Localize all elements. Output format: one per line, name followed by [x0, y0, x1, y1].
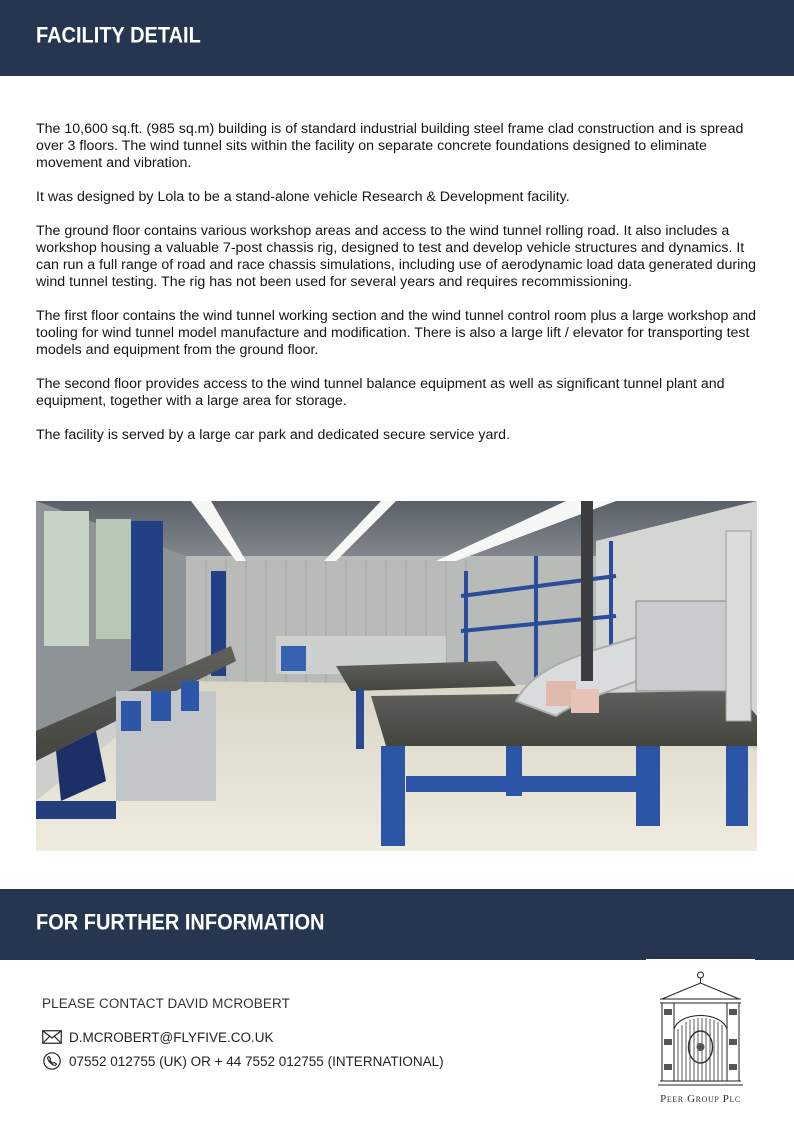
- facility-description: [36, 121, 758, 461]
- logo-text: Peer Group Plc: [660, 1093, 741, 1105]
- envelope-icon: [42, 1028, 62, 1046]
- contact-heading: PLEASE CONTACT DAVID MCROBERT: [42, 996, 290, 1011]
- paragraph-design: It was designed by Lola to be a stand-alone vehicle Research & Development facility.: [36, 189, 570, 205]
- phone-row[interactable]: [42, 1052, 444, 1070]
- workshop-photo: [36, 501, 757, 851]
- contact-block: [42, 996, 602, 1069]
- paragraph-building: The 10,600 sq.ft. (985 sq.m) building is of standard industrial building steel frame clad construction and is spread over 3 floors. The wind tunnel sits within the facility on separate concrete foundations designed to eliminate movement and vibration.: [36, 121, 744, 171]
- footer-title: FOR FURTHER INFORMATION: [36, 910, 325, 936]
- paragraph-second-floor: The second floor provides access to the wind tunnel balance equipment as well as significant tunnel plant and equipment, together with a large area for storage.: [36, 376, 725, 409]
- page-title: FACILITY DETAIL: [36, 23, 201, 49]
- email-link[interactable]: D.MCROBERT@FLYFIVE.CO.UK: [69, 1029, 274, 1045]
- header-band: [0, 0, 794, 76]
- paragraph-first-floor: The first floor contains the wind tunnel working section and the wind tunnel control room plus a large workshop and tooling for wind tunnel model manufacture and modification. There is also a large lift / elevator for transporting test models and equipment from the ground floor.: [36, 308, 757, 358]
- paragraph-car-park: The facility is served by a large car park and dedicated secure service yard.: [36, 427, 510, 443]
- gate-icon: [656, 969, 745, 1089]
- phone-icon: [42, 1052, 62, 1070]
- footer-band: [0, 889, 794, 960]
- peer-group-logo: [646, 959, 755, 1110]
- phone-number[interactable]: 07552 012755 (UK) OR + 44 7552 012755 (INTERNATIONAL): [69, 1053, 444, 1069]
- paragraph-ground-floor: The ground floor contains various workshop areas and access to the wind tunnel rolling road. It also includes a workshop housing a valuable 7-post chassis rig, designed to test and develop vehicle structures and dynamics. It can run a full range of road and race chassis simulations, including use of aerodynamic load data generated during wind tunnel testing. The rig has not been used for several years and requires recommissioning.: [36, 223, 757, 290]
- email-row[interactable]: [42, 1028, 273, 1046]
